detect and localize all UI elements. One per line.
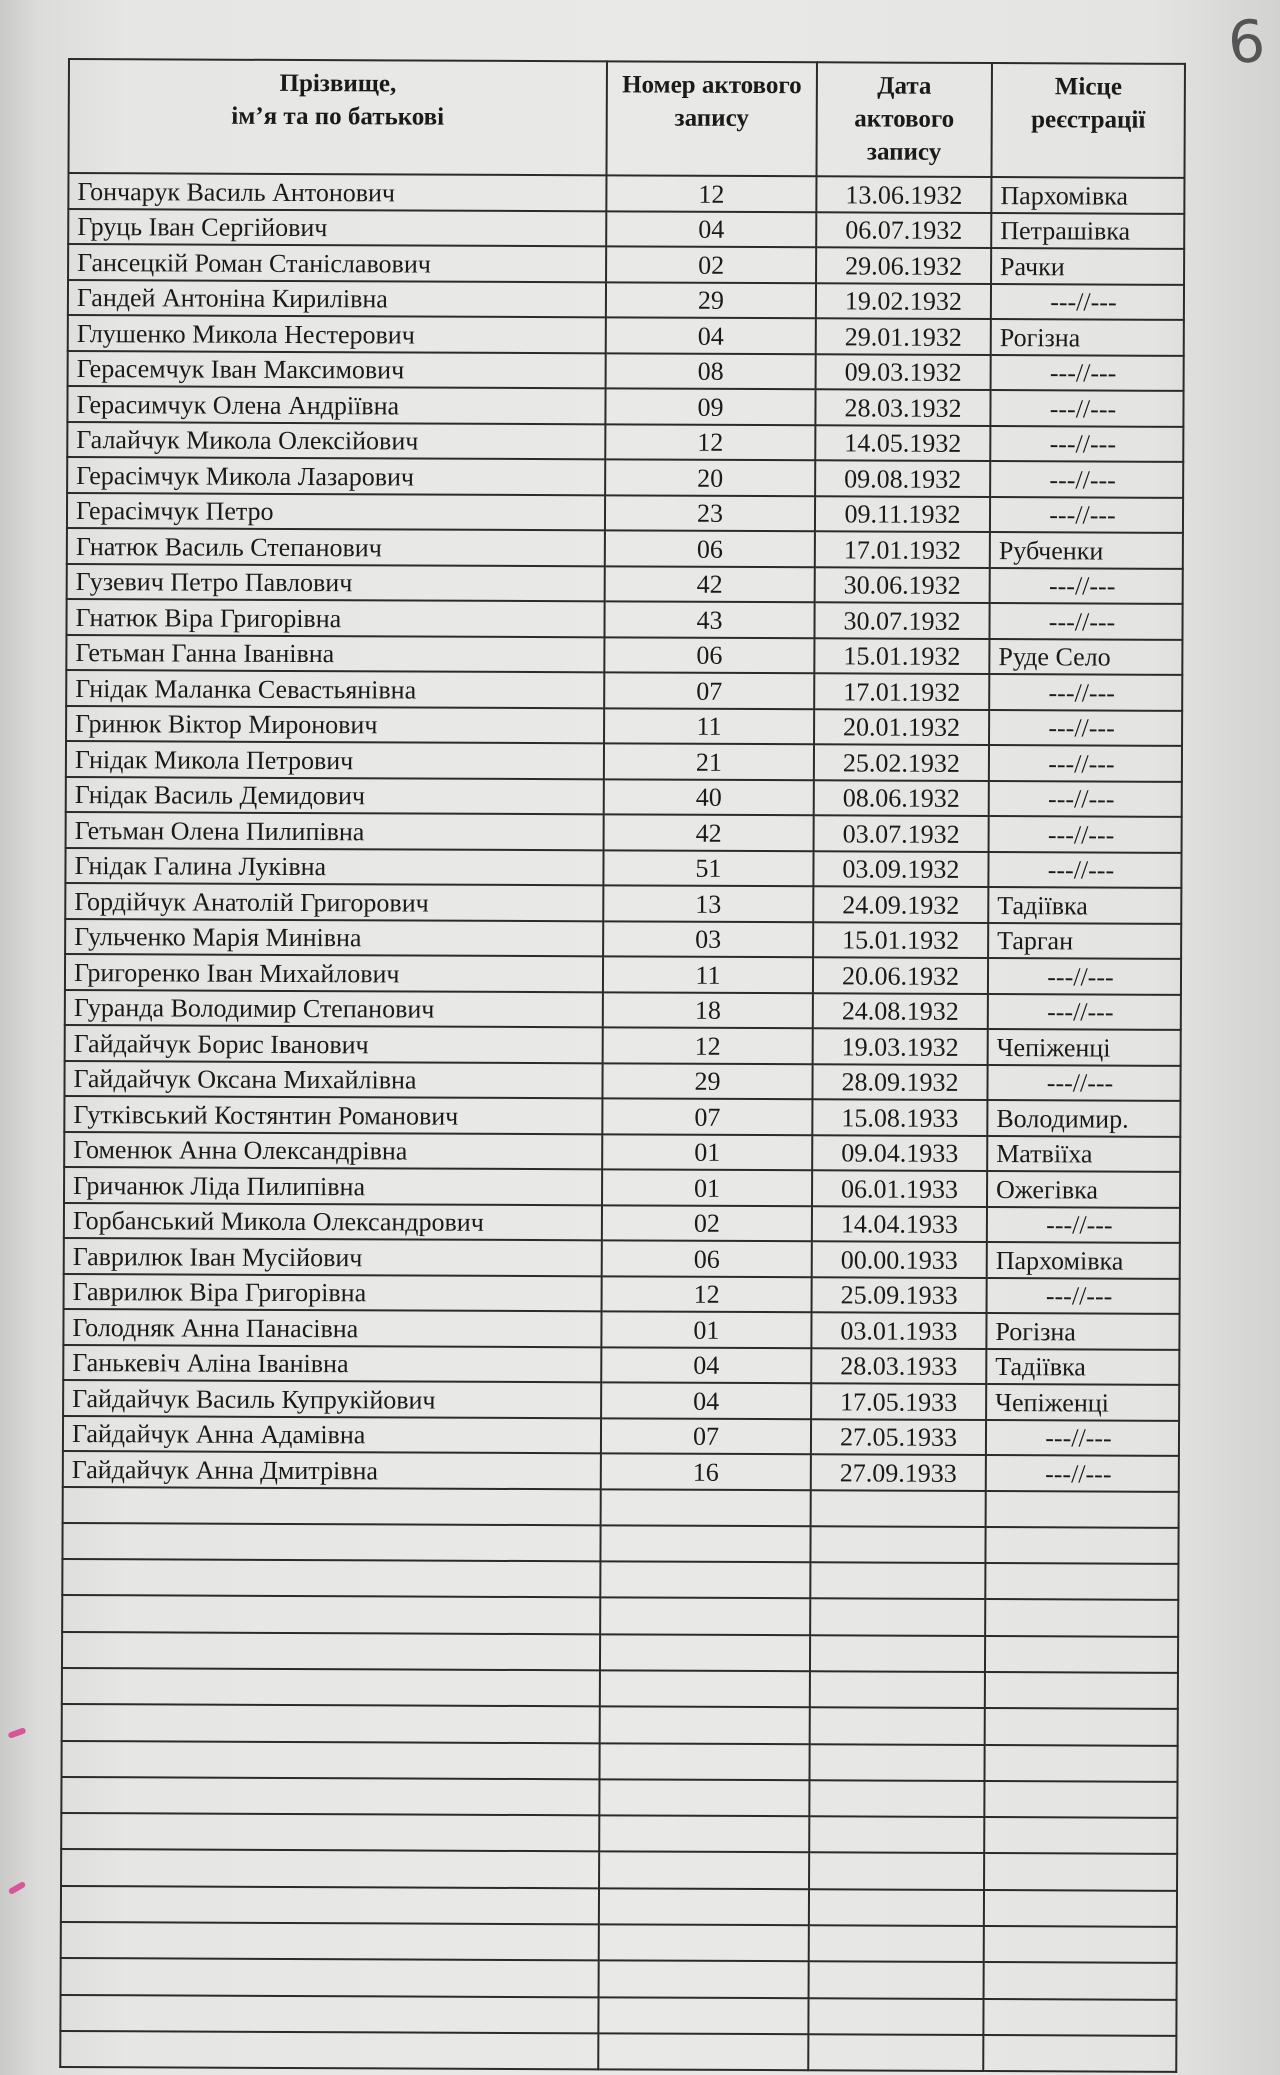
cell-record-number: 51 xyxy=(603,850,813,886)
registry-table xyxy=(59,58,1186,2073)
empty-cell xyxy=(600,1525,810,1562)
empty-table-row xyxy=(62,1668,1178,1709)
cell-full-name: Гринюк Віктор Миронович xyxy=(66,705,604,743)
empty-cell xyxy=(599,1852,809,1889)
table-row xyxy=(63,1344,1179,1384)
empty-cell xyxy=(810,1635,985,1672)
table-row xyxy=(64,1167,1180,1207)
cell-full-name: Гайдайчук Василь Купрукійович xyxy=(63,1380,601,1418)
cell-record-date: 03.09.1932 xyxy=(813,851,988,887)
empty-cell xyxy=(810,1562,985,1599)
cell-full-name: Гаврилюк Віра Григорівна xyxy=(64,1273,602,1311)
empty-cell xyxy=(985,1708,1178,1745)
cell-record-number: 08 xyxy=(606,353,816,389)
cell-record-date: 15.01.1932 xyxy=(813,922,988,958)
table-row xyxy=(65,989,1181,1029)
empty-cell xyxy=(62,1668,600,1707)
header-registration-place xyxy=(991,63,1184,178)
cell-full-name: Гордійчук Анатолій Григорович xyxy=(65,883,603,921)
cell-record-number: 04 xyxy=(606,317,816,353)
cell-full-name: Герасемчук Іван Максимович xyxy=(68,351,606,389)
cell-full-name: Галайчук Микола Олексійович xyxy=(67,422,605,460)
cell-registration-place: ---//--- xyxy=(986,1455,1179,1491)
empty-cell xyxy=(60,2031,598,2070)
empty-table-row xyxy=(61,1886,1177,1927)
cell-full-name: Гончарук Василь Антонович xyxy=(68,173,606,211)
cell-record-number: 01 xyxy=(601,1311,811,1347)
cell-full-name: Гетьман Ганна Іванівна xyxy=(66,634,604,672)
cell-full-name: Герасімчук Микола Лазарович xyxy=(67,457,605,495)
table-row xyxy=(66,670,1182,710)
cell-record-date: 09.04.1933 xyxy=(812,1135,987,1171)
cell-full-name: Гайдайчук Анна Адамівна xyxy=(63,1415,601,1453)
cell-registration-place: ---//--- xyxy=(987,1278,1180,1314)
table-row xyxy=(68,280,1184,320)
table-row xyxy=(65,954,1181,994)
empty-cell xyxy=(60,1995,598,2034)
table-row xyxy=(66,634,1182,674)
cell-record-number: 09 xyxy=(605,388,815,424)
cell-record-number: 02 xyxy=(602,1205,812,1241)
cell-registration-place: Пархомівка xyxy=(987,1242,1180,1278)
table-row xyxy=(68,244,1184,284)
cell-record-date: 03.07.1932 xyxy=(814,815,989,851)
empty-cell xyxy=(811,1490,986,1527)
cell-registration-place: Рубченки xyxy=(990,532,1183,568)
cell-record-date: 09.08.1932 xyxy=(815,460,990,496)
cell-record-number: 06 xyxy=(605,530,815,566)
table-row xyxy=(65,883,1181,923)
empty-cell xyxy=(809,1889,984,1926)
table-row xyxy=(65,918,1181,958)
cell-registration-place: Матвіїха xyxy=(987,1136,1180,1172)
cell-registration-place: Ожегівка xyxy=(987,1171,1180,1207)
empty-cell xyxy=(600,1670,810,1707)
cell-full-name: Гуранда Володимир Степанович xyxy=(65,989,603,1027)
empty-cell xyxy=(62,1704,600,1743)
table-row xyxy=(64,1096,1180,1136)
empty-cell xyxy=(62,1632,600,1671)
cell-record-date: 30.06.1932 xyxy=(815,567,990,603)
empty-cell xyxy=(810,1671,985,1708)
cell-full-name: Гнатюк Віра Григорівна xyxy=(66,599,604,637)
empty-cell xyxy=(984,1926,1177,1963)
table-row xyxy=(66,741,1182,781)
ink-mark xyxy=(8,1727,27,1739)
table-row xyxy=(66,599,1182,639)
empty-cell xyxy=(62,1595,600,1634)
cell-full-name: Гричанюк Ліда Пилипівна xyxy=(64,1167,602,1205)
empty-cell xyxy=(599,1888,809,1925)
cell-registration-place: ---//--- xyxy=(988,852,1181,888)
cell-record-date: 28.03.1932 xyxy=(815,389,990,425)
cell-record-date: 30.07.1932 xyxy=(814,602,989,638)
cell-record-number: 20 xyxy=(605,459,815,495)
empty-table-row xyxy=(62,1741,1178,1782)
cell-registration-place: ---//--- xyxy=(989,745,1182,781)
empty-cell xyxy=(599,1816,809,1853)
cell-record-date: 14.04.1933 xyxy=(812,1206,987,1242)
cell-full-name: Гнідак Василь Демидович xyxy=(66,776,604,814)
header-full-name xyxy=(68,59,606,175)
cell-registration-place: ---//--- xyxy=(989,781,1182,817)
empty-cell xyxy=(985,1672,1178,1709)
cell-full-name: Гансецкій Роман Станіславович xyxy=(68,244,606,282)
empty-cell xyxy=(809,1925,984,1962)
empty-cell xyxy=(61,1777,599,1816)
empty-cell xyxy=(983,1999,1176,2036)
empty-cell xyxy=(61,1813,599,1852)
cell-registration-place: ---//--- xyxy=(986,1420,1179,1456)
table-row xyxy=(66,812,1182,852)
empty-cell xyxy=(61,1922,599,1961)
cell-record-date: 08.06.1932 xyxy=(814,780,989,816)
cell-full-name: Глушенко Микола Нестерович xyxy=(68,315,606,353)
cell-record-number: 03 xyxy=(603,921,813,957)
cell-registration-place: Чепіженці xyxy=(986,1384,1179,1420)
table-row xyxy=(66,776,1182,816)
table-row xyxy=(68,315,1184,355)
empty-cell xyxy=(986,1491,1179,1528)
table-row xyxy=(67,422,1183,462)
empty-table-row xyxy=(62,1523,1178,1564)
empty-cell xyxy=(61,1849,599,1888)
cell-record-date: 27.05.1933 xyxy=(811,1419,986,1455)
empty-cell xyxy=(810,1526,985,1563)
cell-full-name: Груць Іван Сергійович xyxy=(68,209,606,247)
cell-registration-place: ---//--- xyxy=(990,497,1183,533)
empty-cell xyxy=(600,1561,810,1598)
cell-record-number: 42 xyxy=(604,814,814,850)
empty-cell xyxy=(600,1634,810,1671)
cell-record-number: 12 xyxy=(602,1276,812,1312)
cell-registration-place: ---//--- xyxy=(988,958,1181,994)
table-row xyxy=(68,209,1184,249)
empty-table-row xyxy=(62,1595,1178,1636)
cell-full-name: Горбанський Микола Олександрович xyxy=(64,1202,602,1240)
cell-record-date: 27.09.1933 xyxy=(811,1454,986,1490)
empty-cell xyxy=(599,1779,809,1816)
page-number: 6 xyxy=(1225,6,1268,78)
empty-cell xyxy=(984,1781,1177,1818)
table-row xyxy=(65,1025,1181,1065)
cell-record-number: 04 xyxy=(601,1382,811,1418)
empty-cell xyxy=(984,1962,1177,1999)
cell-registration-place: Чепіженці xyxy=(988,1029,1181,1065)
empty-cell xyxy=(983,2035,1176,2072)
cell-full-name: Гайдайчук Борис Іванович xyxy=(65,1025,603,1063)
table-row xyxy=(67,563,1183,603)
empty-table-row xyxy=(61,1958,1177,1999)
table-header-row xyxy=(68,59,1184,178)
cell-registration-place: Рогізна xyxy=(991,319,1184,355)
empty-cell xyxy=(61,1886,599,1925)
empty-cell xyxy=(809,1816,984,1853)
cell-registration-place: ---//--- xyxy=(987,1065,1180,1101)
cell-registration-place: ---//--- xyxy=(987,1207,1180,1243)
cell-record-date: 19.02.1932 xyxy=(816,283,991,319)
header-record-number-label: Номер актового запису xyxy=(622,71,802,132)
cell-record-date: 19.03.1932 xyxy=(813,1028,988,1064)
cell-full-name: Гнатюк Василь Степанович xyxy=(67,528,605,566)
cell-full-name: Герасімчук Петро xyxy=(67,493,605,531)
empty-cell xyxy=(601,1489,811,1526)
empty-cell xyxy=(985,1563,1178,1600)
cell-record-number: 04 xyxy=(606,211,816,247)
table-body xyxy=(60,173,1184,2072)
empty-cell xyxy=(599,1924,809,1961)
empty-cell xyxy=(63,1486,601,1525)
empty-cell xyxy=(808,1998,983,2035)
cell-record-number: 07 xyxy=(601,1418,811,1454)
header-registration-place-label: Місце реєстрації xyxy=(1031,73,1146,134)
empty-cell xyxy=(598,1997,808,2034)
empty-table-row xyxy=(62,1704,1178,1745)
cell-registration-place: ---//--- xyxy=(989,816,1182,852)
empty-cell xyxy=(600,1707,810,1744)
cell-full-name: Гайдайчук Анна Дмитрівна xyxy=(63,1451,601,1489)
empty-cell xyxy=(984,1890,1177,1927)
cell-full-name: Ганькевіч Аліна Іванівна xyxy=(63,1344,601,1382)
empty-table-row xyxy=(60,1995,1176,2036)
cell-record-number: 01 xyxy=(602,1169,812,1205)
cell-record-number: 01 xyxy=(602,1134,812,1170)
empty-cell xyxy=(599,1961,809,1998)
cell-record-number: 04 xyxy=(601,1347,811,1383)
cell-registration-place: Рогізна xyxy=(986,1313,1179,1349)
empty-table-row xyxy=(61,1813,1177,1854)
cell-full-name: Гоменюк Анна Олександрівна xyxy=(64,1131,602,1169)
table-row xyxy=(66,705,1182,745)
empty-cell xyxy=(600,1598,810,1635)
empty-cell xyxy=(809,1962,984,1999)
table-row xyxy=(64,1060,1180,1100)
cell-record-date: 03.01.1933 xyxy=(811,1312,986,1348)
cell-registration-place: ---//--- xyxy=(989,674,1182,710)
cell-record-date: 29.06.1932 xyxy=(816,247,991,283)
cell-record-number: 13 xyxy=(603,885,813,921)
cell-registration-place: Петрашівка xyxy=(991,213,1184,249)
cell-full-name: Гетьман Олена Пилипівна xyxy=(66,812,604,850)
header-record-number xyxy=(606,61,816,176)
cell-full-name: Герасимчук Олена Андріївна xyxy=(67,386,605,424)
cell-record-number: 02 xyxy=(606,246,816,282)
cell-full-name: Гайдайчук Оксана Михайлівна xyxy=(64,1060,602,1098)
cell-registration-place: Володимир. xyxy=(987,1100,1180,1136)
cell-record-date: 06.01.1933 xyxy=(812,1170,987,1206)
cell-record-number: 12 xyxy=(603,1027,813,1063)
cell-registration-place: ---//--- xyxy=(990,426,1183,462)
table-row xyxy=(63,1380,1179,1420)
cell-record-number: 43 xyxy=(604,601,814,637)
cell-record-date: 25.09.1933 xyxy=(812,1277,987,1313)
table-row xyxy=(68,173,1184,213)
empty-cell xyxy=(809,1853,984,1890)
cell-record-date: 24.08.1932 xyxy=(813,993,988,1029)
cell-record-date: 17.01.1932 xyxy=(815,531,990,567)
header-full-name-label: Прізвище, ім’я та по батькові xyxy=(231,69,445,131)
empty-table-row xyxy=(62,1632,1178,1673)
table-row xyxy=(67,457,1183,497)
cell-full-name: Григоренко Іван Михайлович xyxy=(65,954,603,992)
cell-record-date: 28.09.1932 xyxy=(812,1064,987,1100)
table-row xyxy=(67,528,1183,568)
empty-cell xyxy=(984,1817,1177,1854)
cell-full-name: Гнідак Маланка Севастьянівна xyxy=(66,670,604,708)
header-record-date-label: Дата актового запису xyxy=(854,72,955,166)
empty-table-row xyxy=(60,2031,1176,2072)
cell-registration-place: Тадіївка xyxy=(986,1349,1179,1385)
table-row xyxy=(63,1451,1179,1491)
cell-record-number: 18 xyxy=(603,992,813,1028)
cell-record-number: 16 xyxy=(601,1453,811,1489)
cell-full-name: Гутківський Костянтин Романович xyxy=(64,1096,602,1134)
empty-cell xyxy=(808,2034,983,2071)
table-row xyxy=(67,493,1183,533)
cell-record-date: 09.03.1932 xyxy=(816,354,991,390)
empty-cell xyxy=(61,1958,599,1997)
cell-record-number: 06 xyxy=(604,637,814,673)
cell-registration-place: ---//--- xyxy=(991,355,1184,391)
cell-record-date: 17.05.1933 xyxy=(811,1383,986,1419)
cell-record-date: 06.07.1932 xyxy=(816,212,991,248)
cell-full-name: Гульченко Марія Минівна xyxy=(65,918,603,956)
cell-registration-place: ---//--- xyxy=(990,461,1183,497)
cell-record-date: 25.02.1932 xyxy=(814,744,989,780)
cell-record-date: 14.05.1932 xyxy=(815,425,990,461)
cell-full-name: Гандей Антоніна Кирилівна xyxy=(68,280,606,318)
empty-cell xyxy=(598,2033,808,2070)
empty-cell xyxy=(809,1744,984,1781)
empty-table-row xyxy=(63,1486,1179,1527)
cell-record-date: 28.03.1933 xyxy=(811,1348,986,1384)
empty-cell xyxy=(809,1780,984,1817)
cell-record-number: 11 xyxy=(604,708,814,744)
cell-record-number: 12 xyxy=(606,175,816,211)
cell-record-number: 07 xyxy=(604,672,814,708)
empty-table-row xyxy=(61,1777,1177,1818)
empty-cell xyxy=(984,1853,1177,1890)
empty-table-row xyxy=(61,1922,1177,1963)
cell-registration-place: Тадіївка xyxy=(988,887,1181,923)
empty-cell xyxy=(62,1741,600,1780)
cell-registration-place: ---//--- xyxy=(988,994,1181,1030)
cell-record-date: 20.06.1932 xyxy=(813,957,988,993)
table-row xyxy=(64,1238,1180,1278)
cell-full-name: Гнідак Микола Петрович xyxy=(66,741,604,779)
empty-cell xyxy=(985,1636,1178,1673)
cell-record-number: 23 xyxy=(605,495,815,531)
table-row xyxy=(64,1202,1180,1242)
cell-record-date: 15.01.1932 xyxy=(814,638,989,674)
cell-record-number: 29 xyxy=(602,1063,812,1099)
cell-full-name: Гузевич Петро Павлович xyxy=(67,563,605,601)
empty-table-row xyxy=(62,1559,1178,1600)
cell-record-number: 40 xyxy=(604,779,814,815)
cell-record-date: 00.00.1933 xyxy=(812,1241,987,1277)
cell-record-number: 12 xyxy=(605,424,815,460)
cell-full-name: Гаврилюк Іван Мусійович xyxy=(64,1238,602,1276)
empty-cell xyxy=(810,1599,985,1636)
header-record-date xyxy=(816,62,991,177)
cell-record-number: 42 xyxy=(605,566,815,602)
cell-registration-place: ---//--- xyxy=(991,284,1184,320)
empty-table-row xyxy=(61,1849,1177,1890)
cell-registration-place: Пархомівка xyxy=(991,177,1184,213)
cell-record-date: 29.01.1932 xyxy=(816,318,991,354)
table-row xyxy=(65,847,1181,887)
ink-mark xyxy=(8,1881,27,1895)
table-row xyxy=(63,1309,1179,1349)
cell-registration-place: ---//--- xyxy=(990,568,1183,604)
cell-record-number: 07 xyxy=(602,1098,812,1134)
table-row xyxy=(64,1131,1180,1171)
cell-record-date: 17.01.1932 xyxy=(814,673,989,709)
cell-registration-place: ---//--- xyxy=(990,390,1183,426)
empty-cell xyxy=(985,1527,1178,1564)
cell-record-number: 11 xyxy=(603,956,813,992)
cell-record-date: 09.11.1932 xyxy=(815,496,990,532)
empty-cell xyxy=(984,1745,1177,1782)
table-row xyxy=(63,1415,1179,1455)
cell-registration-place: Руде Село xyxy=(989,639,1182,675)
empty-cell xyxy=(810,1708,985,1745)
cell-record-date: 24.09.1932 xyxy=(813,886,988,922)
table-row xyxy=(67,386,1183,426)
cell-registration-place: ---//--- xyxy=(989,710,1182,746)
cell-full-name: Гнідак Галина Луківна xyxy=(65,847,603,885)
empty-cell xyxy=(599,1743,809,1780)
table-row xyxy=(68,351,1184,391)
cell-record-date: 20.01.1932 xyxy=(814,709,989,745)
empty-cell xyxy=(62,1559,600,1598)
cell-record-number: 21 xyxy=(604,743,814,779)
cell-record-number: 29 xyxy=(606,282,816,318)
empty-cell xyxy=(62,1523,600,1562)
cell-registration-place: Тарган xyxy=(988,923,1181,959)
cell-full-name: Голодняк Анна Панасівна xyxy=(63,1309,601,1347)
cell-record-number: 06 xyxy=(602,1240,812,1276)
cell-record-date: 13.06.1932 xyxy=(816,176,991,212)
empty-cell xyxy=(985,1599,1178,1636)
cell-record-date: 15.08.1933 xyxy=(812,1099,987,1135)
table-row xyxy=(64,1273,1180,1313)
cell-registration-place: Рачки xyxy=(991,248,1184,284)
cell-registration-place: ---//--- xyxy=(989,603,1182,639)
